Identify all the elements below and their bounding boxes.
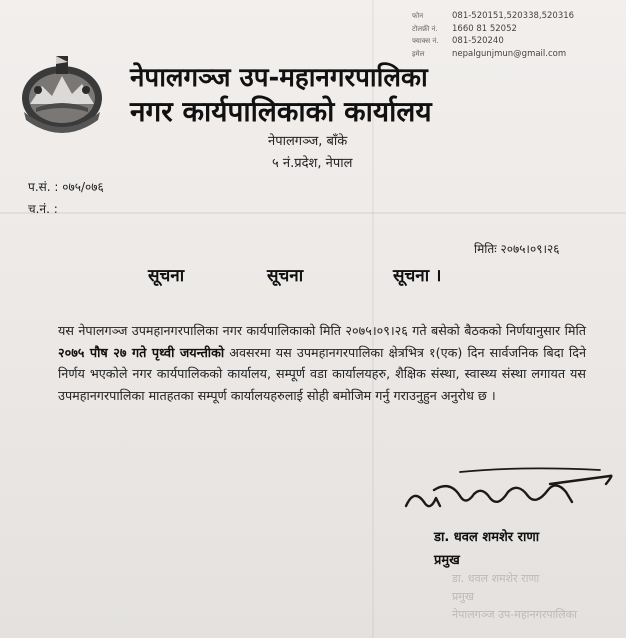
office-title-line1: नेपालगञ्ज उप-महानगरपालिका xyxy=(130,63,428,93)
contact-value: 081-520151,520338,520316 xyxy=(452,11,575,21)
notice-heading-2: सूचना xyxy=(267,266,304,286)
reference-number: प.सं. : ०७५/०७६ xyxy=(28,180,104,194)
signatory-name: डा. धवल शमशेर राणा xyxy=(434,530,540,545)
letter-date: मितिः २०७५।०९।२६ xyxy=(474,242,560,256)
stamp-title: प्रमुख xyxy=(452,590,474,603)
contact-label: फोन xyxy=(412,12,424,20)
dispatch-number: च.नं. : xyxy=(28,202,58,216)
government-emblem-icon xyxy=(16,50,108,136)
office-address-line1: नेपालगञ्ज, बाँके xyxy=(268,134,348,149)
contact-label: इमेल xyxy=(412,49,425,58)
paper-fold-horizontal xyxy=(0,212,626,214)
contact-value: 081-520240 xyxy=(452,36,504,47)
contact-fax xyxy=(412,35,618,48)
contact-phone xyxy=(412,10,618,23)
contact-label: फ्याक्स नं. xyxy=(412,37,439,46)
contact-value: nepalgunjmun@gmail.com xyxy=(452,48,567,59)
body-text-part2: अवसरमा यस उपमहानगरपालिका क्षेत्रभित्र १(एक) दिन सार्वजनिक बिदा दिने निर्णय भएकोले नगर कार्यपालिकको कार्यालय, सम्पूर्ण वडा कार्यालयहरु, शैक्षिक संस्था, स्वास्थ्य संस्था लगायत यस उपमहानगरपालिका मातहतका सम्पूर्ण कार्यालयहरुलाई सोही बमोजिम गर्नु गराउनुहुन अनुरोध छ । xyxy=(58,344,586,403)
contact-tollfree xyxy=(412,23,618,36)
office-title-line2: नगर कार्यपालिकाको कार्यालय xyxy=(130,95,432,128)
office-address-line2: ५ नं.प्रदेश, नेपाल xyxy=(272,156,353,171)
faded-official-stamp xyxy=(452,570,602,624)
stamp-name: डा. धवल शमशेर राणा xyxy=(452,572,540,585)
body-text-part1: यस नेपालगञ्ज उपमहानगरपालिका नगर कार्यपालिकाको मिति २०७५।०९।२६ गते बसेको बैठकको निर्णयानुसार मिति xyxy=(58,323,586,338)
contact-block xyxy=(412,10,618,60)
notice-heading-1: सूचना xyxy=(148,266,185,286)
contact-label: टोलफ्री नं. xyxy=(412,24,438,33)
notice-body xyxy=(58,320,586,406)
handwritten-signature xyxy=(400,462,620,526)
body-highlight: २०७५ पौष २७ गते पृथ्वी जयन्तीको xyxy=(58,344,225,360)
contact-value: 1660 81 52052 xyxy=(452,23,517,34)
stamp-office: नेपालगञ्ज उप-महानगरपालिका xyxy=(452,608,578,621)
contact-email xyxy=(412,48,618,61)
signatory-title: प्रमुख xyxy=(434,553,460,568)
notice-heading-3: सूचना । xyxy=(393,266,442,286)
